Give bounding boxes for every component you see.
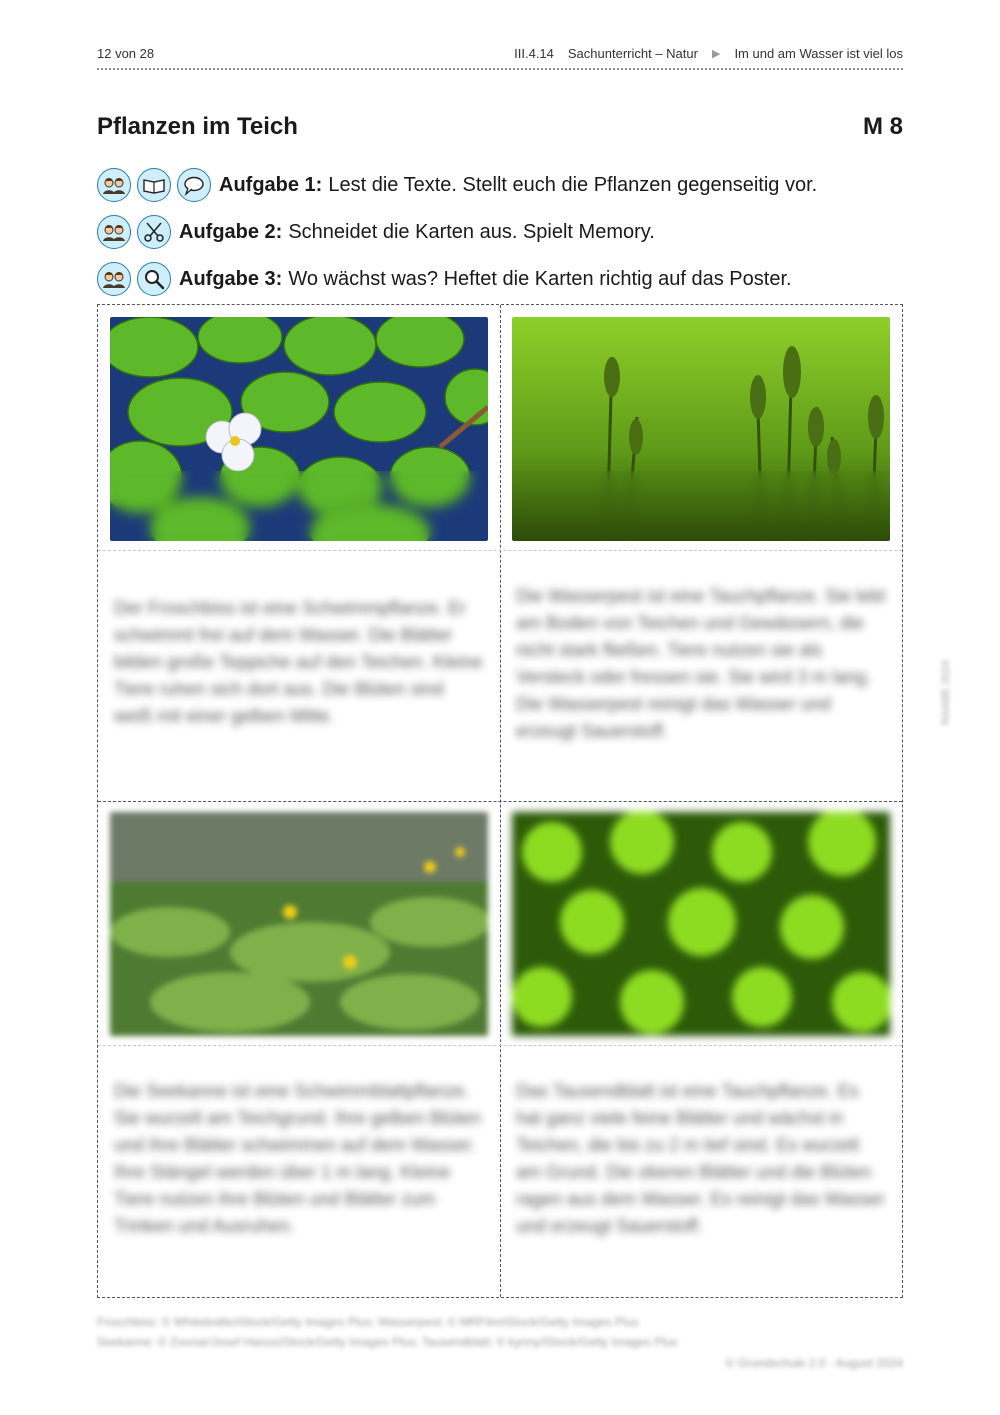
breadcrumb: [514, 46, 903, 61]
subject-label: Sachunterricht – Natur: [567, 46, 698, 61]
task-3: [97, 260, 792, 298]
task-1-label: Aufgabe 1:: [219, 173, 323, 196]
tausendblatt-photo: [512, 812, 890, 1036]
task-2: [97, 213, 655, 251]
task-1-text: Lest die Texte. Stellt euch die Pflanzen gegenseitig vor.: [328, 173, 818, 196]
side-note: RAABE 2024: [940, 660, 952, 725]
task-3-text: Wo wächst was? Heftet die Karten richtig auf das Poster.: [288, 267, 792, 290]
partner-icon: [97, 168, 131, 202]
page-header: [97, 44, 903, 70]
credits-line: Froschbiss: © Whitebottle/iStock/Getty Images Plus; Wasserpest: © MRFilm/iStock/Getty Images Plus: [97, 1315, 639, 1329]
froschbiss-text: Der Froschbiss ist eine Schwimmpflanze. Er schwimmt frei auf dem Wasser. Die Blätter bilden große Teppiche auf den Teichen. Kleine Tiere ruhen sich dort aus. Die Blüten sind weiß mit einer gelben Mitte.: [114, 598, 483, 726]
task-2-text: Schneidet die Karten aus. Spielt Memory.: [288, 220, 655, 243]
speech-bubble-icon: [177, 168, 211, 202]
credits-line: Seekanne: © Zoonar/Josef Hanus/iStock/Getty Images Plus; Tausendblatt: © kynny/iStock/Getty Images Plus: [97, 1335, 678, 1349]
page-title: Pflanzen im Teich: [97, 113, 298, 140]
section-number: III.4.14: [514, 46, 554, 61]
froschbiss-photo: [110, 317, 488, 541]
seekanne-photo: [110, 812, 488, 1036]
task-2-label: Aufgabe 2:: [179, 220, 283, 243]
page-number: 12 von 28: [97, 46, 155, 61]
tausendblatt-text: Das Tausendblatt ist eine Tauchpflanze. Es hat ganz viele feine Blätter und wächst in Teichen, die bis zu 2 m tief sind. Es wurzelt am Grund. Die oberen Blätter und die Blüten ragen aus dem Wasser. Es reinigt das Wasser und erzeugt Sauerstoff.: [516, 1081, 885, 1236]
blur-overlay: [110, 471, 488, 541]
cut-line-horizontal: [98, 1045, 902, 1046]
wasserpest-photo: [512, 317, 890, 541]
task-3-label: Aufgabe 3:: [179, 267, 283, 290]
image-credits: [97, 1312, 903, 1352]
cut-line-horizontal: [98, 550, 902, 551]
book-icon: [137, 168, 171, 202]
cut-line-horizontal: [98, 801, 902, 802]
partner-icon: [97, 262, 131, 296]
scissors-icon: [137, 215, 171, 249]
material-code: M 8: [862, 113, 903, 140]
partner-icon: [97, 215, 131, 249]
unit-title: Im und am Wasser ist viel los: [734, 46, 903, 61]
memory-card-grid: [97, 304, 903, 1298]
breadcrumb-arrow-icon: ▶: [711, 48, 721, 60]
blur-overlay: [512, 471, 890, 541]
wasserpest-text: Die Wasserpest ist eine Tauchpflanze. Sie lebt am Boden von Teichen und Gewässern, die nicht stark fließen. Tiere nutzen sie als Versteck oder fressen sie. Sie wird 3 m lang. Die Wasserpest reinigt das Wasser und erzeugt Sauerstoff.: [516, 586, 886, 741]
task-1: [97, 166, 817, 204]
magnifier-icon: [137, 262, 171, 296]
seekanne-text: Die Seekanne ist eine Schwimmblattpflanze. Sie wurzelt am Teichgrund. Ihre gelben Blüten und ihre Blätter schwimmen auf dem Wasser. Ihre Stängel werden über 1 m lang. Kleine Tiere nutzen ihre Blüten und Blätter zum Trinken und Ausruhen.: [114, 1081, 481, 1236]
publisher-note: © Grundschule 2.0 · August 2024: [725, 1356, 903, 1370]
